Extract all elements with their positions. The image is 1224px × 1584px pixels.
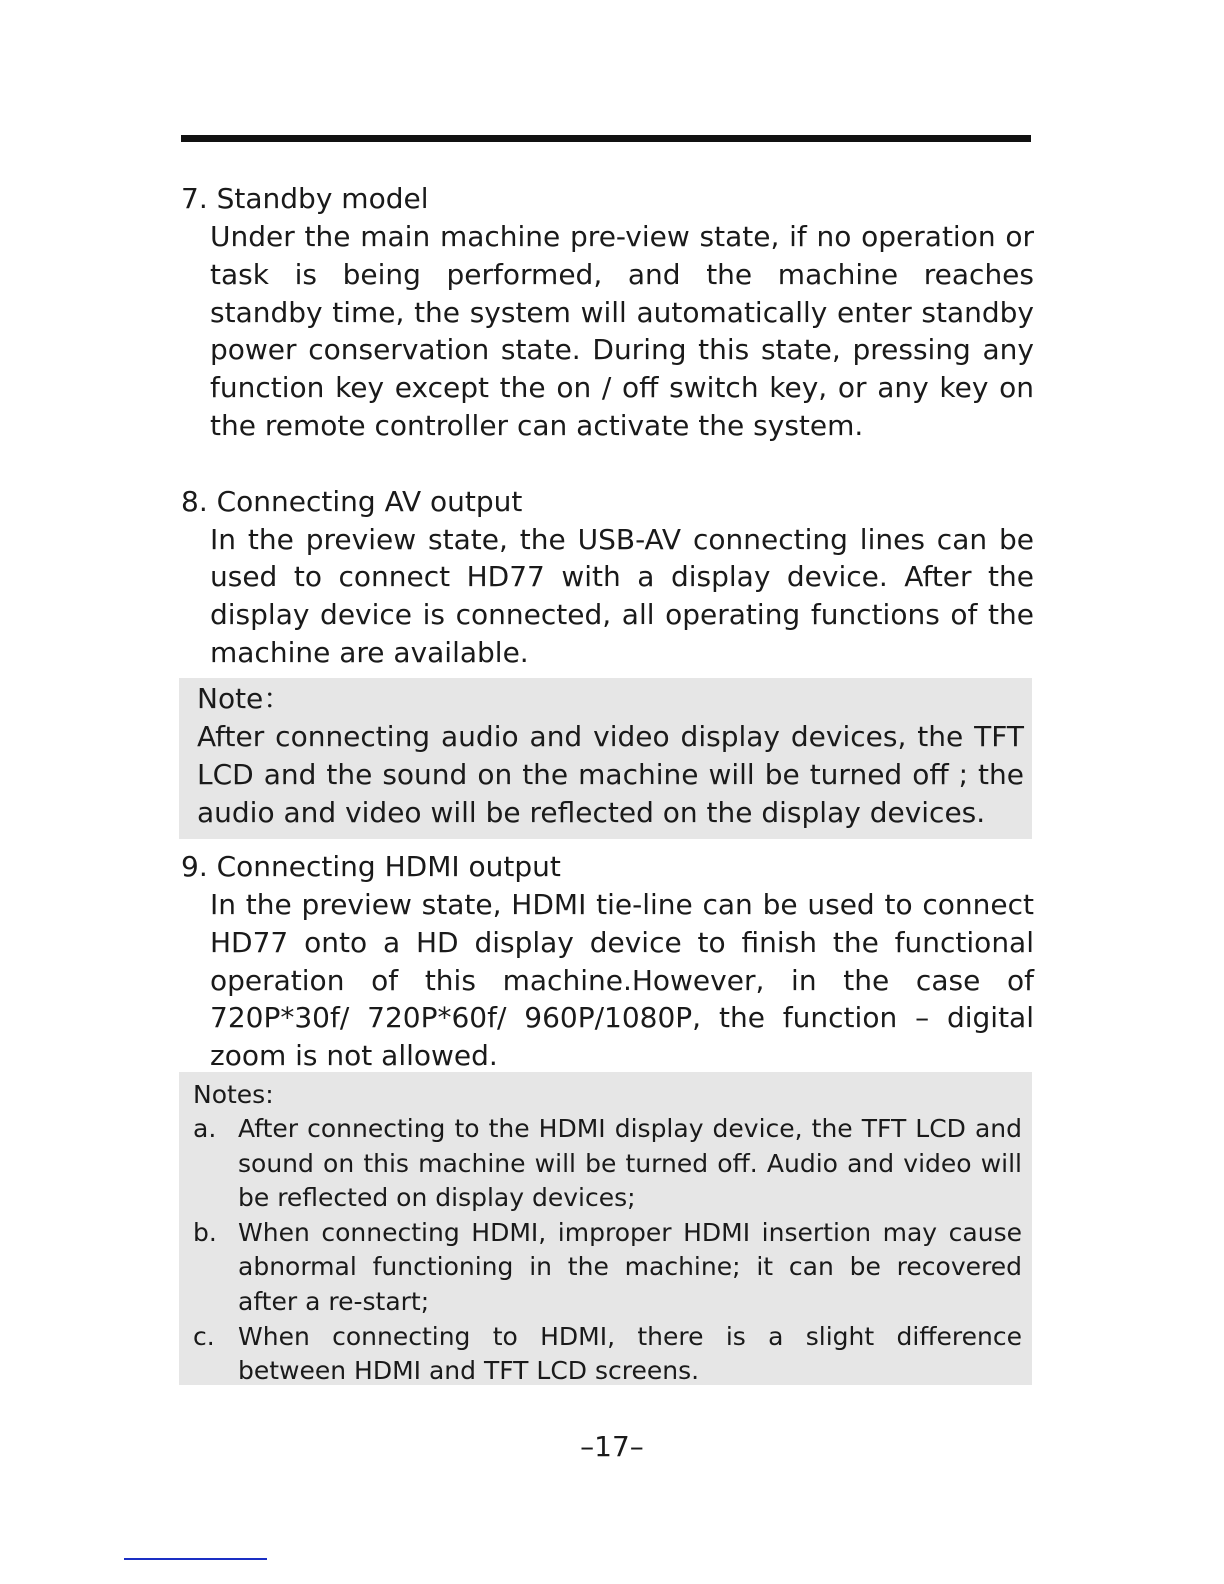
note-item-b [193,1216,1022,1320]
top-divider-rule [181,135,1031,142]
av-note-box [179,678,1032,839]
section-body: Under the main machine pre-view state, if no operation or task is being performed, and the machine reaches standby time, the system will automatically enter standby power conservation state. During this state, pressing any function key except the on / off switch key, or any key on the remote controller can activate the system. [210,220,1034,442]
section-heading: 9. Connecting HDMI output [181,850,561,883]
note-title: Note： [197,682,292,715]
note-text: After connecting audio and video display devices, the TFT LCD and the sound on the machine will be turned off ; the audio and video will be reflected on the display devices. [197,720,1024,829]
note-item-a [193,1112,1022,1216]
note-item-text: After connecting to the HDMI display device, the TFT LCD and sound on this machine will be turned off. Audio and video will be reflected on display devices; [238,1114,1022,1213]
note-marker: a. [193,1114,217,1143]
section-body: In the preview state, the USB-AV connecting lines can be used to connect HD77 with a display device. After the display device is connected, all operating functions of the machine are available. [210,522,1034,669]
page-number: –17– [580,1430,644,1463]
footer-link-underline [124,1558,267,1560]
section-av-output [181,483,1034,672]
note-item-text: When connecting to HDMI, there is a slight difference between HDMI and TFT LCD screens. [238,1321,1022,1385]
note-marker: c. [193,1321,215,1351]
note-item-c [193,1320,1022,1385]
section-hdmi-output [181,848,1034,1075]
section-heading: 7. Standby model [181,182,429,215]
note-marker: b. [193,1217,217,1247]
hdmi-notes-box [179,1072,1032,1385]
section-heading: 8. Connecting AV output [181,485,523,518]
section-body: In the preview state, HDMI tie-line can be used to connect HD77 onto a HD display device to finish the functional operation of this machine.However, in the case of 720P*30f/ 720P*60f/ 960P/1080P, the function – digital zoom is not allowed. [210,888,1034,1073]
note-item-text: When connecting HDMI, improper HDMI insertion may cause abnormal functioning in the machine; it can be recovered after a re-start; [238,1217,1022,1316]
notes-title: Notes: [193,1080,274,1109]
section-standby-model [181,180,1034,445]
